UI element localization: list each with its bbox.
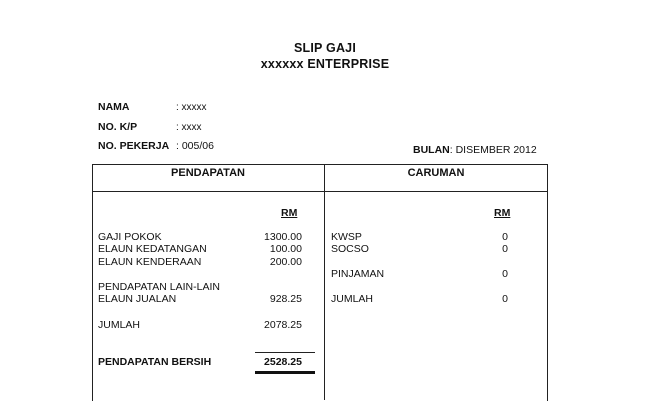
income-item-label: PENDAPATAN LAIN-LAIN: [98, 281, 220, 293]
income-item-amount: 928.25: [269, 293, 302, 305]
company-name: xxxxxx ENTERPRISE: [260, 57, 390, 71]
contribution-item-amount: 0: [502, 268, 508, 280]
net-income-amount: 2528.25: [264, 356, 302, 368]
contribution-item-amount: 0: [502, 243, 508, 255]
contribution-heading: CARUMAN: [407, 167, 465, 179]
contribution-item-amount: 0: [502, 231, 508, 243]
net-top-rule: [255, 352, 315, 353]
net-double-underline: [255, 371, 315, 374]
contribution-currency: RM: [494, 207, 511, 219]
income-item-amount: 200.00: [269, 256, 302, 268]
income-total-amount: 2078.25: [264, 319, 302, 331]
slip-title: SLIP GAJI: [293, 41, 356, 55]
income-heading: PENDAPATAN: [171, 167, 245, 179]
name-label: NAMA: [98, 101, 130, 113]
income-total-label: JUMLAH: [98, 319, 141, 331]
contribution-item-label: KWSP: [331, 231, 362, 243]
contribution-item-label: PINJAMAN: [331, 268, 385, 280]
income-item-label: ELAUN JUALAN: [98, 293, 177, 305]
net-income-label: PENDAPATAN BERSIH: [98, 356, 212, 368]
income-item-amount: 100.00: [269, 243, 302, 255]
table-header-divider: [92, 191, 548, 192]
kp-label: NO. K/P: [98, 121, 138, 133]
contribution-total-label: JUMLAH: [331, 293, 374, 305]
table-column-divider: [324, 164, 325, 400]
income-item-label: ELAUN KENDERAAN: [98, 256, 202, 268]
income-item-label: ELAUN KEDATANGAN: [98, 243, 207, 255]
income-item-amount: 1300.00: [264, 231, 302, 243]
name-value: : xxxxx: [176, 102, 207, 113]
worker-no-value: : 005/06: [176, 140, 214, 152]
month-field: [413, 140, 537, 158]
contribution-item-label: SOCSO: [331, 243, 369, 255]
kp-value: : xxxx: [176, 122, 202, 133]
income-item-label: GAJI POKOK: [98, 231, 162, 243]
income-currency: RM: [281, 207, 298, 219]
month-label: BULAN: [413, 144, 450, 156]
contribution-total-amount: 0: [502, 293, 508, 305]
month-value: : DISEMBER 2012: [449, 144, 537, 156]
worker-no-label: NO. PEKERJA: [98, 140, 170, 152]
